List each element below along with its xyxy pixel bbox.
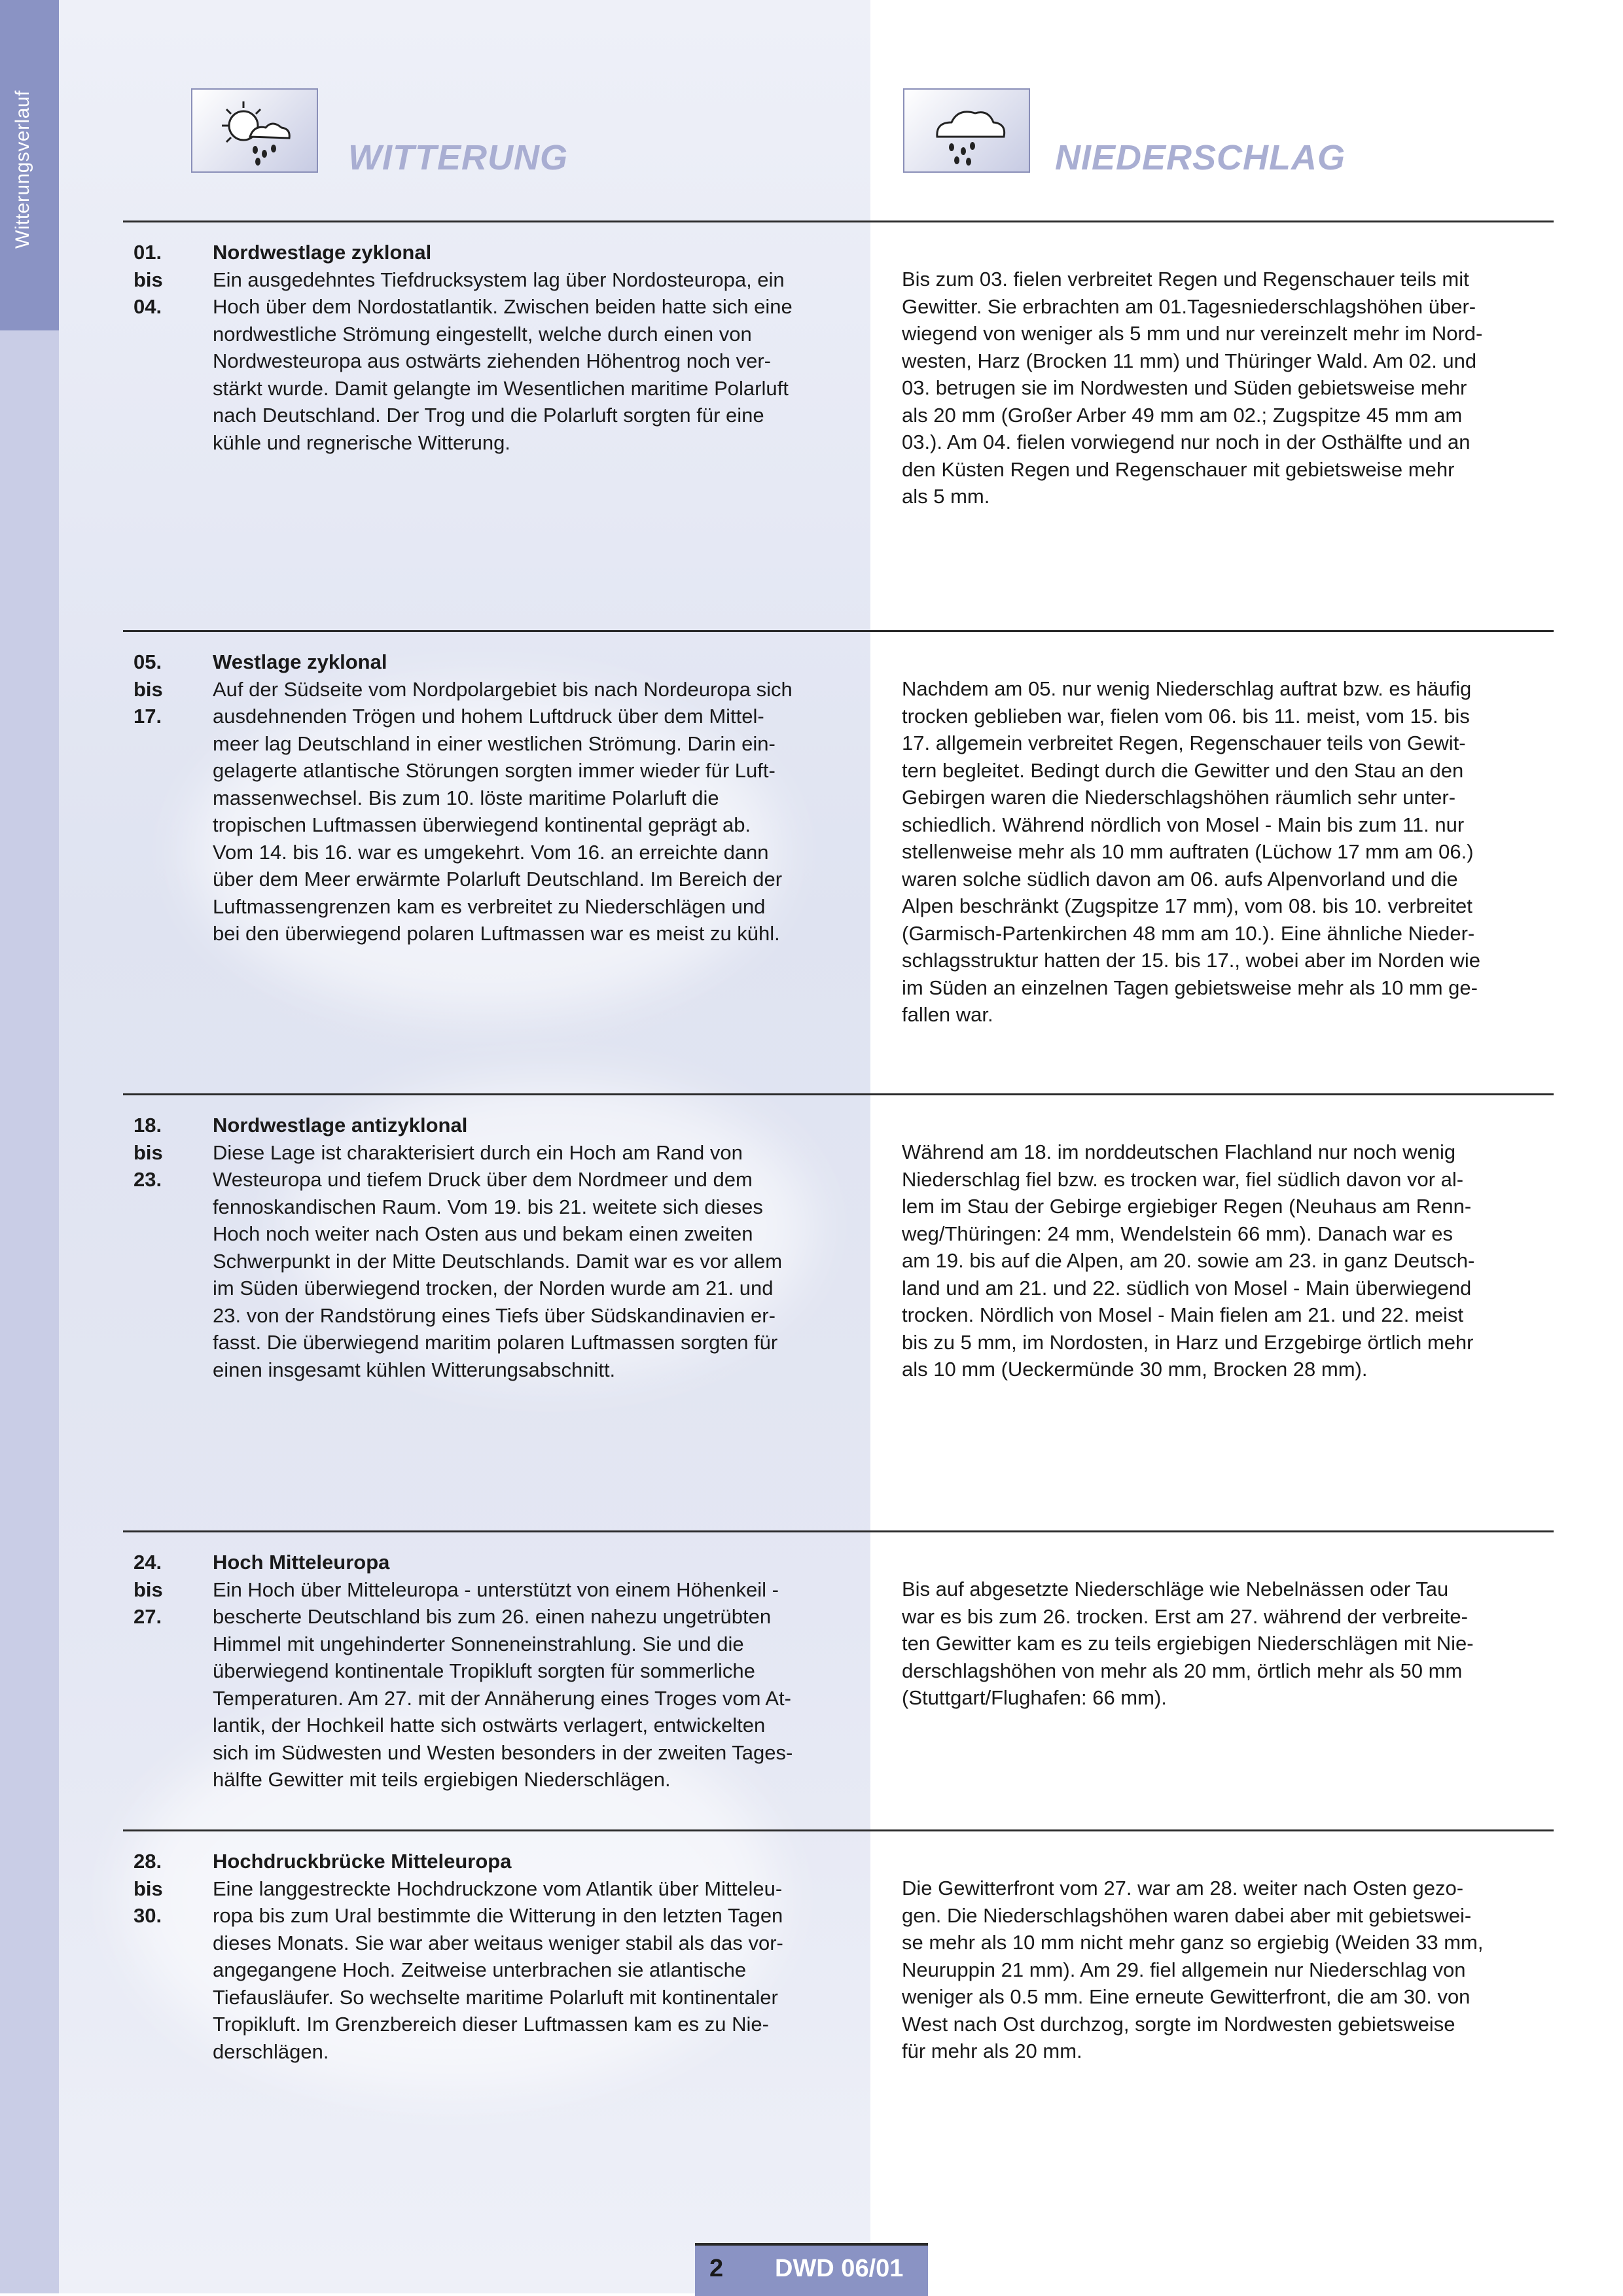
period-dates (134, 1848, 199, 1930)
date-from: 28. (134, 1850, 162, 1873)
period-dates (134, 1112, 199, 1193)
weather-situation-title: Westlage zyklonal (213, 650, 387, 673)
precipitation-text: Bis zum 03. fielen verbreitet Regen und Regenschauer teils mit Gewitter. Sie erbrachten am 01.Tagesniederschlagshöhen über- wiegend von weniger als 5 mm und nur vereinzelt mehr im Nord- westen, Harz (Brocken 11 mm) und Thüringer Wald. Am 02. und 03. betrugen sie im Nordwesten und Süden gebietsweise mehr als 20 mm (Großer Arber 49 mm am 02.; Zugspitze 45 mm am 03.). Am 04. fielen vorwiegend nur noch in der Osthälfte und an den Küsten Regen und Regenschauer mit gebietsweise mehr als 5 mm. (902, 268, 1483, 508)
divider (123, 221, 1554, 222)
precipitation-text: Bis auf abgesetzte Niederschläge wie Nebelnässen oder Tau war es bis zum 26. trocken. Erst am 27. während der verbreite- ten Gewitter kam es zu teils ergiebigen Niederschlägen mit Nie- derschlagshöhen von mehr als 20 mm, örtlich mehr als 50 mm (Stuttgart/Flughafen: 66 mm). (902, 1578, 1474, 1709)
weather-situation-title: Nordwestlage antizyklonal (213, 1114, 468, 1137)
weather-description (213, 1549, 959, 1793)
date-from: 18. (134, 1114, 162, 1137)
date-to: 04. (134, 295, 162, 318)
weather-description (213, 1848, 959, 2065)
divider (123, 1829, 1554, 1831)
date-separator: bis (134, 268, 163, 291)
weather-situation-title: Hochdruckbrücke Mitteleuropa (213, 1850, 512, 1873)
cloud-rain-icon (903, 88, 1030, 173)
date-to: 23. (134, 1168, 162, 1191)
period-dates (134, 648, 199, 730)
date-separator: bis (134, 1140, 163, 1164)
divider (123, 630, 1554, 632)
side-strip (0, 330, 59, 2293)
weather-description (213, 648, 959, 947)
page-number: 2 (709, 2255, 724, 2282)
weather-text: Eine langgestreckte Hochdruckzone vom Atlantik über Mitteleu- ropa bis zum Ural bestimmte die Witterung in den letzten Tagen dieses Monats. Sie war aber weitaus weniger stabil als das vor- angegangene Hoch. Zeitweise unterbrachen sie atlantische Tiefausläufer. So wechselte maritime Polarluft mit kontinentaler Tropikluft. Im Grenzbereich dieser Luftmassen kam es zu Nie- derschlägen. (213, 1877, 783, 2063)
divider (123, 1530, 1554, 1532)
date-from: 01. (134, 241, 162, 264)
side-tab-label: Witterungsverlauf (12, 90, 33, 249)
weather-situation-title: Hoch Mitteleuropa (213, 1551, 390, 1574)
weather-text: Ein Hoch über Mitteleuropa - unterstützt von einem Höhenkeil - bescherte Deutschland bis zum 26. einen nahezu ungetrübten Himmel mit ungehinderter Sonneneinstrahlung. Sie und die überwiegend kontinentale Tropikluft sorgten für sommerliche Temperaturen. Am 27. mit der Annäherung eines Troges vom At- lantik, der Hochkeil hatte sich ostwärts verlagert, entwickelten sich im Südwesten und Westen besonders in der zweiten Tages- hälfte Gewitter mit teils ergiebigen Niederschlägen. (213, 1578, 793, 1791)
precipitation-text: Nachdem am 05. nur wenig Niederschlag auftrat bzw. es häufig trocken geblieben war, fielen vom 06. bis 11. meist, vom 15. bis 17. allgemein verbreitet Regen, Regenschauer teils von Gewit- tern begleitet. Bedingt durch die Gewitter und den Stau an den Gebirgen waren die Niederschlagshöhen räumlich sehr unter- schiedlich. Während nördlich von Mosel - Main bis zum 11. nur stellenweise mehr als 10 mm auftraten (Lüchow 17 mm am 06.) waren solche südlich davon am 06. aufs Alpenvorland und die Alpen beschränkt (Zugspitze 17 mm), vom 08. bis 10. verbreitet (Garmisch-Partenkirchen 48 mm am 10.). Eine ähnliche Nieder- schlagsstruktur hatten der 15. bis 17., wobei aber im Norden wie im Süden an einzelnen Tagen gebietsweise mehr als 10 mm ge- fallen war. (902, 677, 1480, 1026)
sun-cloud-rain-icon (191, 88, 318, 173)
weather-situation-title: Nordwestlage zyklonal (213, 241, 432, 264)
page-footer (695, 2243, 928, 2296)
date-from: 05. (134, 650, 162, 673)
divider (123, 1093, 1554, 1095)
weather-section-title: WITTERUNG (348, 138, 568, 177)
publication-label: DWD 06/01 (775, 2255, 904, 2282)
precipitation-text: Die Gewitterfront vom 27. war am 28. weiter nach Osten gezo- gen. Die Niederschlagshöhen waren dabei aber mit gebietswei- se mehr als 10 mm nicht mehr ganz so ergiebig (Weiden 33 mm, Neuruppin 21 mm). Am 29. fiel allgemein nur Niederschlag von weniger als 0.5 mm. Eine erneute Gewitterfront, die am 30. von West nach Ost durchzog, sorgte im Nordwesten gebietsweise für mehr als 20 mm. (902, 1877, 1484, 2062)
weather-description (213, 239, 959, 456)
weather-text: Auf der Südseite vom Nordpolargebiet bis nach Nordeuropa sich ausdehnenden Trögen und hohem Luftdruck über dem Mittel- meer lag Deutschland in einer westlichen Strömung. Darin ein- gelagerte atlantische Störungen sorgten immer wieder für Luft- massenwechsel. Bis zum 10. löste maritime Polarluft die tropischen Luftmassen überwiegend kontinental geprägt ab. Vom 14. bis 16. war es umgekehrt. Vom 16. an erreichte dann über dem Meer erwärmte Polarluft Deutschland. Im Bereich der Luftmassengrenzen kam es verbreitet zu Niederschlägen und bei den überwiegend polaren Luftmassen war es meist zu kühl. (213, 677, 793, 945)
weather-description (213, 1112, 959, 1383)
date-separator: bis (134, 1578, 163, 1601)
weather-text: Ein ausgedehntes Tiefdrucksystem lag über Nordosteuropa, ein Hoch über dem Nordostatlantik. Zwischen beiden hatte sich eine nordwestliche Strömung eingestellt, welche durch einen von Nordwesteuropa aus ostwärts ziehenden Höhentrog noch ver- stärkt wurde. Damit gelangte im Wesentlichen maritime Polarluft nach Deutschland. Der Trog und die Polarluft sorgten für eine kühle und regnerische Witterung. (213, 268, 793, 454)
period-dates (134, 239, 199, 321)
date-to: 30. (134, 1904, 162, 1927)
date-separator: bis (134, 1877, 163, 1900)
precipitation-section-title: NIEDERSCHLAG (1055, 138, 1346, 177)
date-from: 24. (134, 1551, 162, 1574)
period-dates (134, 1549, 199, 1631)
precipitation-text: Während am 18. im norddeutschen Flachland nur noch wenig Niederschlag fiel bzw. es trocken war, fiel südlich davon vor al- lem im Stau der Gebirge ergiebiger Regen (Neuhaus am Renn- weg/Thüringen: 24 mm, Wendelstein 66 mm). Danach war es am 19. bis auf die Alpen, am 20. sowie am 23. in ganz Deutsch- land und am 21. und 22. südlich von Mosel - Main überwiegend trocken. Nördlich von Mosel - Main fielen am 21. und 22. meist bis zu 5 mm, im Nordosten, in Harz und Erzgebirge örtlich mehr als 10 mm (Ueckermünde 30 mm, Brocken 28 mm). (902, 1140, 1475, 1381)
date-separator: bis (134, 677, 163, 701)
side-tab (0, 0, 59, 330)
date-to: 17. (134, 705, 162, 728)
date-to: 27. (134, 1605, 162, 1628)
weather-text: Diese Lage ist charakterisiert durch ein Hoch am Rand von Westeuropa und tiefem Druck über dem Nordmeer und dem fennoskandischen Raum. Vom 19. bis 21. weitete sich dieses Hoch noch weiter nach Osten aus und bekam einen zweiten Schwerpunkt in der Mitte Deutschlands. Damit war es vor allem im Süden überwiegend trocken, der Norden wurde am 21. und 23. von der Randstörung eines Tiefs über Südskandinavien er- fasst. Die überwiegend maritim polaren Luftmassen sorgten für einen insgesamt kühlen Witterungsabschnitt. (213, 1140, 783, 1381)
